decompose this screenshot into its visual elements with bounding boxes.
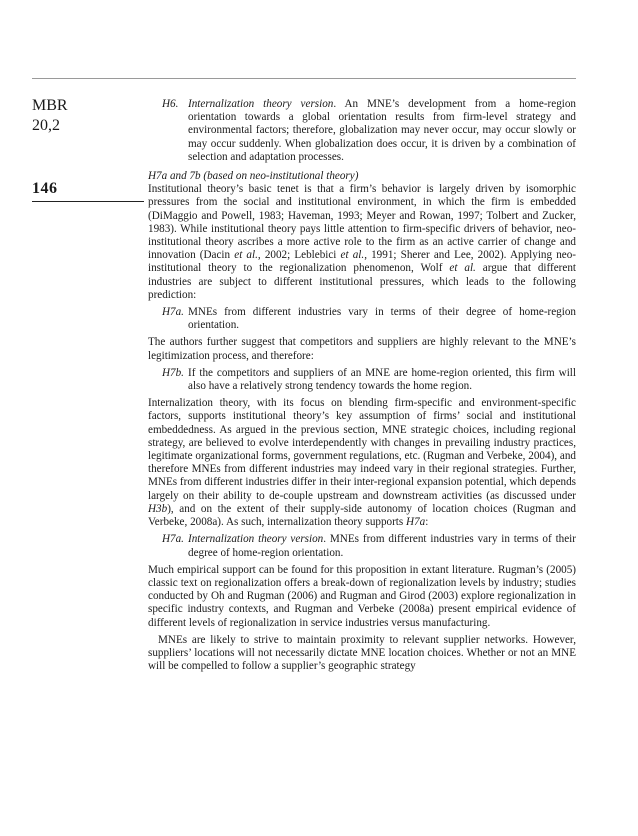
hypothesis-label: H7a. [162, 533, 184, 546]
hypothesis-h7a-internalization [162, 533, 576, 559]
hypothesis-label: H6. [162, 98, 179, 110]
paragraph-text: argue that different industries are subject to different institutional pressures, which leads to the following prediction: [148, 262, 577, 301]
paragraph-4: Much empirical support can be found for this proposition in extant literature. Rugman’s (2005) classic text on regionalization offers a break-down of regionalization levels by industry; studies conducted by Oh and Rugman (2006) and Rugman and Girod (2003) explore regionalization in specific industry contexts, and Rugman and Verbeke (2008a) present empirical evidence of different levels of regionalization in service industries versus manufacturing. [148, 563, 576, 629]
citation-etal: et al. [234, 249, 258, 262]
paragraph-5: MNEs are likely to strive to maintain proximity to relevant supplier networks. However, suppliers’ locations will not necessarily dictate MNE location choices. Whether or not an MNE will be compelled to follow a supplier’s geographic strategy [148, 633, 576, 673]
hypothesis-text: If the competitors and suppliers of an MNE are home-region oriented, this firm will also have a relatively strong tendency towards the home region. [188, 366, 576, 393]
hypothesis-label: H7b. [162, 366, 184, 379]
paragraph-text: : [425, 516, 429, 529]
hypothesis-reference: H3b [148, 502, 168, 515]
hypothesis-label: H7a. [162, 306, 184, 319]
citation-etal: et al. [449, 262, 476, 275]
paragraph-text: Internalization theory, with its focus on blending firm-specific and environment-specific factors, supports institutional theory’s key assumption of firms’ social and institutional embeddedness. As argued in the previous section, MNE strategic choices, including regional strategy, are believed to evolve interdependently with changes in prevailing industry practices, legitimate organizational forms, government regulations, etc. (Rugman and Verbeke, 2004), and therefore MNEs from different industries may indeed vary in their regional strategies. Further, MNEs from different industries differ in their inter-regional expansion potential, which depends largely on their ability to de-couple upstream and downstream activities (as discussed under [148, 397, 576, 502]
citation-etal: et al. [340, 249, 365, 262]
hypothesis-title: Internalization theory version [188, 533, 324, 546]
paragraph-text: ), and on the extent of their supply-side autonomy of location choices (Rugman and Verbeke, 2008a). As such, internalization theory supports [148, 502, 576, 529]
hypothesis-text: MNEs from different industries vary in terms of their degree of home-region orientation. [188, 306, 576, 332]
page-number: 146 [32, 180, 58, 197]
journal-label [32, 96, 132, 136]
paragraph-3 [148, 397, 576, 529]
journal-name: MBR [32, 97, 68, 114]
header-rule [32, 78, 576, 79]
paragraph-text: Institutional theory’s basic tenet is that a firm’s behavior is largely driven by isomorphic pressures from the social and institutional environment, in which the firm is embedded (DiMaggio and Powell, 1983; Haveman, 1993; Meyer and Rowan, 1997; Tolbert and Zucker, 1983). While institutional theory pays little attention to firm-specific drivers of behavior, neo-institutional theory ascribes a more active role to the firm as an active carrier of change and innovation (Dacin [148, 183, 576, 262]
section-heading: H7a and 7b (based on neo-institutional theory) [148, 170, 359, 183]
paragraph-2: The authors further suggest that competitors and suppliers are highly relevant to the MNE’s legitimization process, and therefore: [148, 336, 576, 362]
paragraph-text: , 2002; Leblebici [257, 249, 341, 262]
journal-volume: 20,2 [32, 117, 60, 134]
hypothesis-reference: H7a [406, 516, 426, 529]
article-body [148, 98, 576, 677]
hypothesis-h6 [148, 98, 576, 164]
hypothesis-h7b [162, 367, 576, 393]
paragraph-1 [148, 183, 576, 302]
hypothesis-text: . An MNE’s development from a home-region orientation towards a global orientation results from firm-level strategy and environmental factors; therefore, globalization may never occur, may occur slowly or may occur suddenly. When globalization does occur, it is driven by a combination of selection and adaptation processes. [188, 98, 576, 163]
paragraph-text: , 1991; Sherer and Lee, 2002). Applying neo-institutional theory to the regionalization phenomenon, Wolf [148, 249, 577, 275]
hypothesis-text: . MNEs from different industries vary in terms of their degree of home-region orientation. [188, 533, 576, 559]
hypothesis-title: Internalization theory version [188, 98, 334, 110]
page-number-rule [32, 201, 144, 202]
hypothesis-h7a [162, 306, 576, 332]
